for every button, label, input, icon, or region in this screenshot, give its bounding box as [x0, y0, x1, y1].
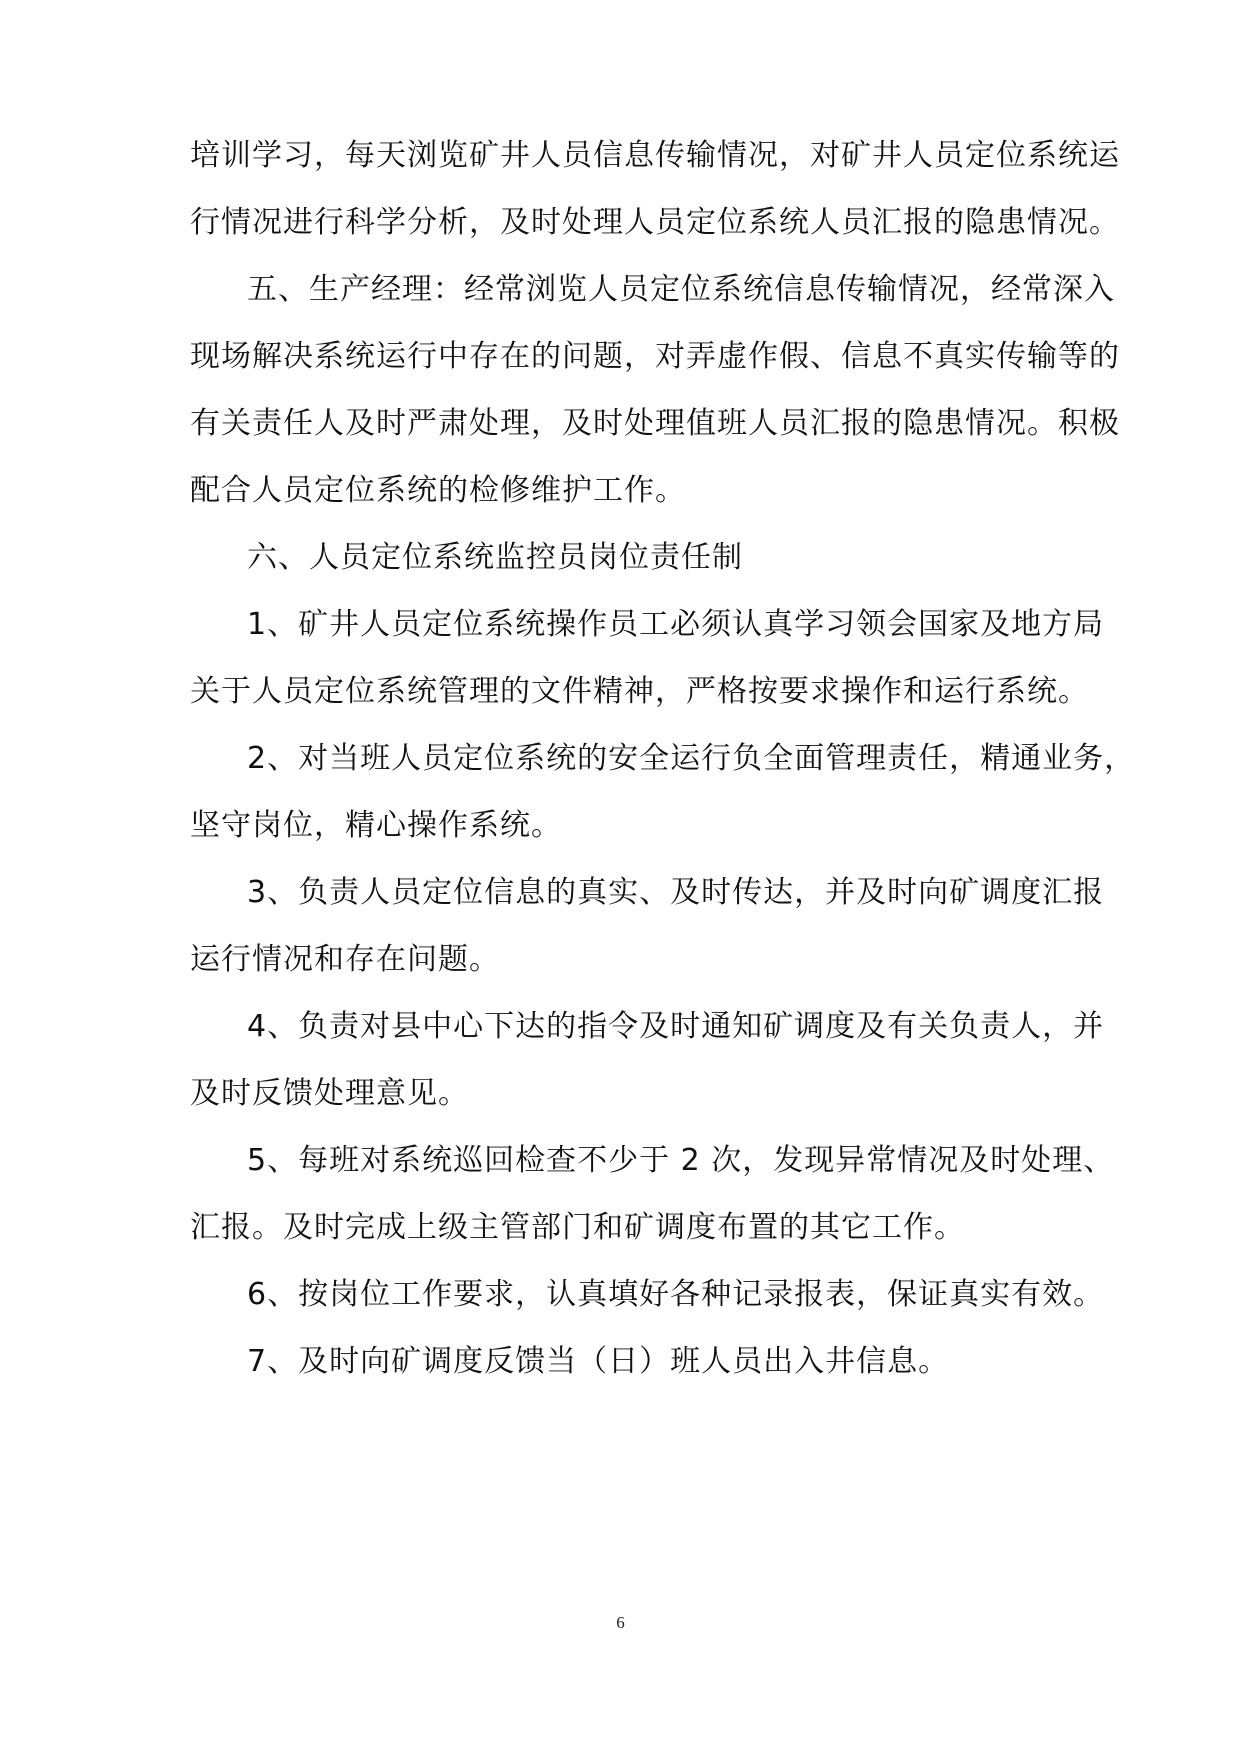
text-line: 关于人员定位系统管理的文件精神，严格按要求操作和运行系统。	[190, 674, 1089, 709]
text-line: 五、生产经理：经常浏览人员定位系统信息传输情况，经常深入	[247, 272, 1115, 307]
text-line: 行情况进行科学分析，及时处理人员定位系统人员汇报的隐患情况。	[190, 205, 1120, 240]
text-line: 3、负责人员定位信息的真实、及时传达，并及时向矿调度汇报	[247, 875, 1105, 910]
text-line: 配合人员定位系统的检修维护工作。	[190, 473, 686, 508]
text-line: 及时反馈处理意见。	[190, 1076, 469, 1111]
text-line: 4、负责对县中心下达的指令及时通知矿调度及有关负责人，并	[247, 1009, 1105, 1044]
text-line: 5、每班对系统巡回检查不少于 2 次，发现异常情况及时处理、	[247, 1143, 1115, 1178]
text-line: 7、及时向矿调度反馈当（日）班人员出入井信息。	[247, 1344, 950, 1379]
section-heading: 六、人员定位系统监控员岗位责任制	[247, 540, 743, 575]
page-number: 6	[616, 1613, 625, 1632]
text-line: 2、对当班人员定位系统的安全运行负全面管理责任，精通业务，	[247, 741, 1136, 776]
text-line: 有关责任人及时严肃处理，及时处理值班人员汇报的隐患情况。积极	[190, 406, 1120, 441]
text-line: 汇报。及时完成上级主管部门和矿调度布置的其它工作。	[190, 1210, 965, 1245]
text-line: 现场解决系统运行中存在的问题，对弄虚作假、信息不真实传输等的	[190, 339, 1120, 374]
text-line: 运行情况和存在问题。	[190, 942, 500, 977]
text-line: 1、矿井人员定位系统操作员工必须认真学习领会国家及地方局	[247, 607, 1105, 642]
text-line: 培训学习，每天浏览矿井人员信息传输情况，对矿井人员定位系统运	[190, 138, 1120, 173]
text-line: 坚守岗位，精心操作系统。	[190, 808, 562, 843]
text-line: 6、按岗位工作要求，认真填好各种记录报表，保证真实有效。	[247, 1277, 1105, 1312]
